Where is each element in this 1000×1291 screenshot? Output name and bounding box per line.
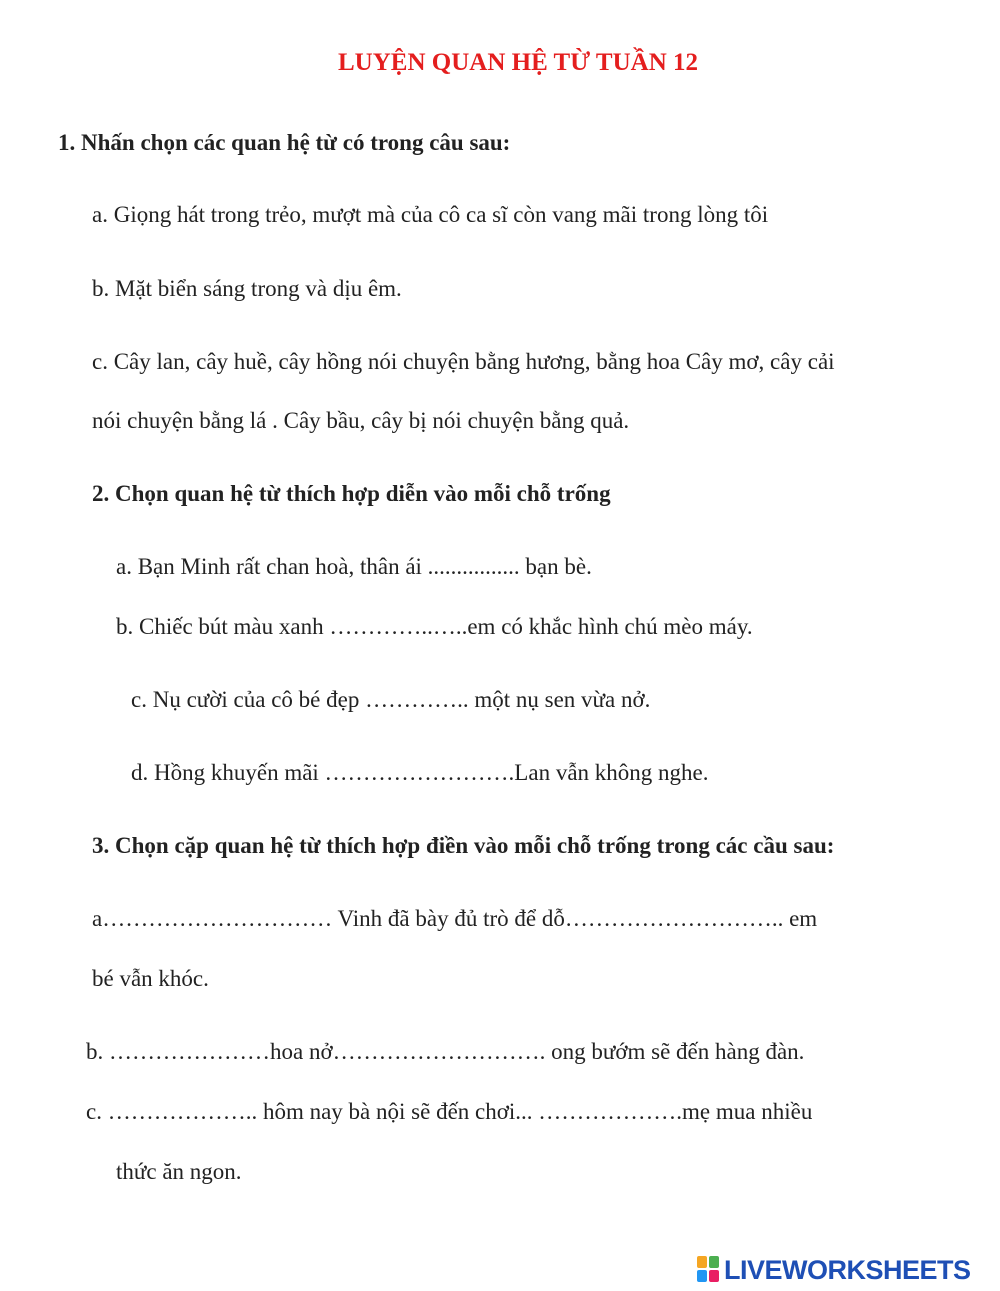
section1-sentence-c-line2: nói chuyện bằng lá . Cây bầu, cây bị nói chuyện bằng quả. — [92, 408, 630, 433]
logo-blocks-icon — [697, 1256, 721, 1284]
logo-block-2 — [709, 1256, 719, 1268]
section3-item-c-line2: thức ăn ngon. — [116, 1159, 242, 1184]
logo-text: LIVEWORKSHEETS — [724, 1255, 971, 1285]
section2-heading: 2. Chọn quan hệ từ thích hợp diễn vào mỗi chỗ trống — [92, 481, 611, 506]
section2-item-b: b. Chiếc bút màu xanh …………..…..em có khắc hình chú mèo máy. — [116, 614, 753, 639]
logo-block-1 — [697, 1256, 707, 1268]
section3-item-a-line2: bé vẫn khóc. — [92, 966, 209, 991]
liveworksheets-logo — [697, 1253, 971, 1287]
section2-item-d: d. Hồng khuyến mãi …………………….Lan vẫn không nghe. — [131, 760, 709, 785]
logo-block-4 — [709, 1270, 719, 1282]
logo-block-3 — [697, 1270, 707, 1282]
section1-sentence-c-line1: c. Cây lan, cây huề, cây hồng nói chuyện bằng hương, bằng hoa Cây mơ, cây cải — [92, 349, 835, 374]
section3-heading: 3. Chọn cặp quan hệ từ thích hợp điền vào mỗi chỗ trống trong các cầu sau: — [92, 833, 835, 858]
section1-sentence-b: b. Mặt biển sáng trong và dịu êm. — [92, 276, 402, 301]
section3-item-b: b. …………………hoa nở………………………. ong bướm sẽ đến hàng đàn. — [86, 1039, 805, 1064]
section1-heading: 1. Nhấn chọn các quan hệ từ có trong câu sau: — [58, 130, 511, 155]
section1-sentence-a: a. Giọng hát trong trẻo, mượt mà của cô ca sĩ còn vang mãi trong lòng tôi — [92, 202, 769, 227]
section3-item-a-line1: a………………………… Vinh đã bày đủ trò để dỗ……………………….. em — [92, 906, 818, 931]
section2-item-a: a. Bạn Minh rất chan hoà, thân ái ................ bạn bè. — [116, 554, 592, 579]
worksheet-title: LUYỆN QUAN HỆ TỪ TUẦN 12 — [338, 49, 698, 76]
section2-item-c: c. Nụ cười của cô bé đẹp ………….. một nụ sen vừa nở. — [131, 687, 651, 712]
section3-item-c-line1: c. ……………….. hôm nay bà nội sẽ đến chơi... ……………….mẹ mua nhiều — [86, 1099, 813, 1124]
